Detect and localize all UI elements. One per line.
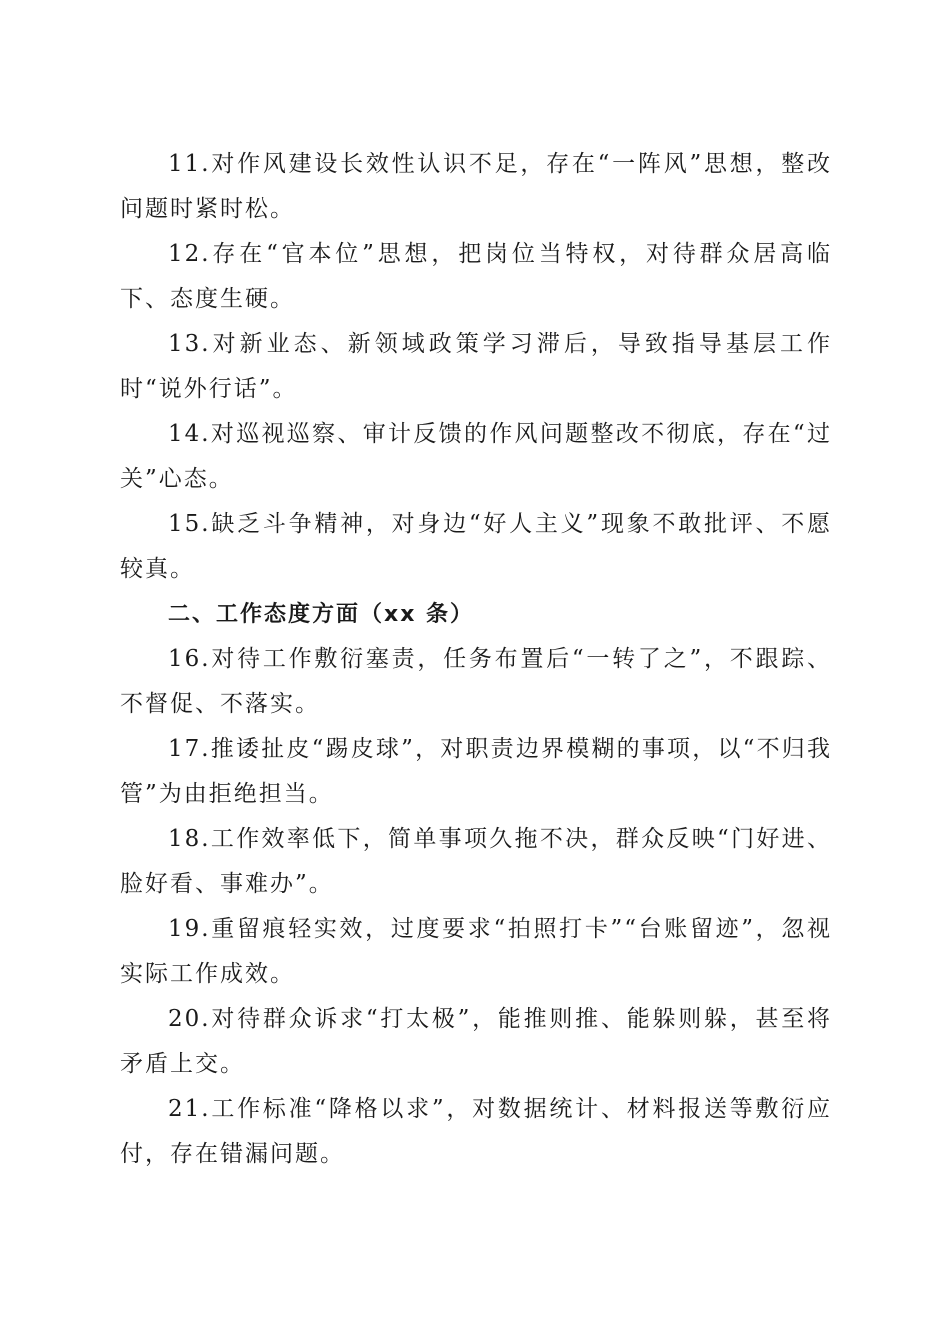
list-item-12: 12.存在“官本位”思想，把岗位当特权，对待群众居高临下、态度生硬。 (120, 241, 832, 312)
list-item-19: 19.重留痕轻实效，过度要求“拍照打卡”“台账留迹”，忽视实际工作成效。 (120, 916, 832, 987)
list-item-16: 16.对待工作敷衍塞责，任务布置后“一转了之”，不跟踪、不督促、不落实。 (120, 646, 832, 717)
document-body (120, 142, 832, 1177)
list-item-17: 17.推诿扯皮“踢皮球”，对职责边界模糊的事项，以“不归我管”为由拒绝担当。 (120, 736, 832, 807)
list-item-13: 13.对新业态、新领域政策学习滞后，导致指导基层工作时“说外行话”。 (120, 331, 832, 402)
list-item-18: 18.工作效率低下，简单事项久拖不决，群众反映“门好进、脸好看、事难办”。 (120, 826, 832, 897)
section-heading: 二、工作态度方面（xx 条） (168, 602, 475, 627)
list-item-15: 15.缺乏斗争精神，对身边“好人主义”现象不敢批评、不愿较真。 (120, 511, 832, 582)
list-item-14: 14.对巡视巡察、审计反馈的作风问题整改不彻底，存在“过关”心态。 (120, 421, 832, 492)
list-item-21: 21.工作标准“降格以求”，对数据统计、材料报送等敷衍应付，存在错漏问题。 (120, 1096, 832, 1167)
list-item-11: 11.对作风建设长效性认识不足，存在“一阵风”思想，整改问题时紧时松。 (120, 151, 832, 222)
list-item-20: 20.对待群众诉求“打太极”，能推则推、能躲则躲，甚至将矛盾上交。 (120, 1006, 832, 1077)
